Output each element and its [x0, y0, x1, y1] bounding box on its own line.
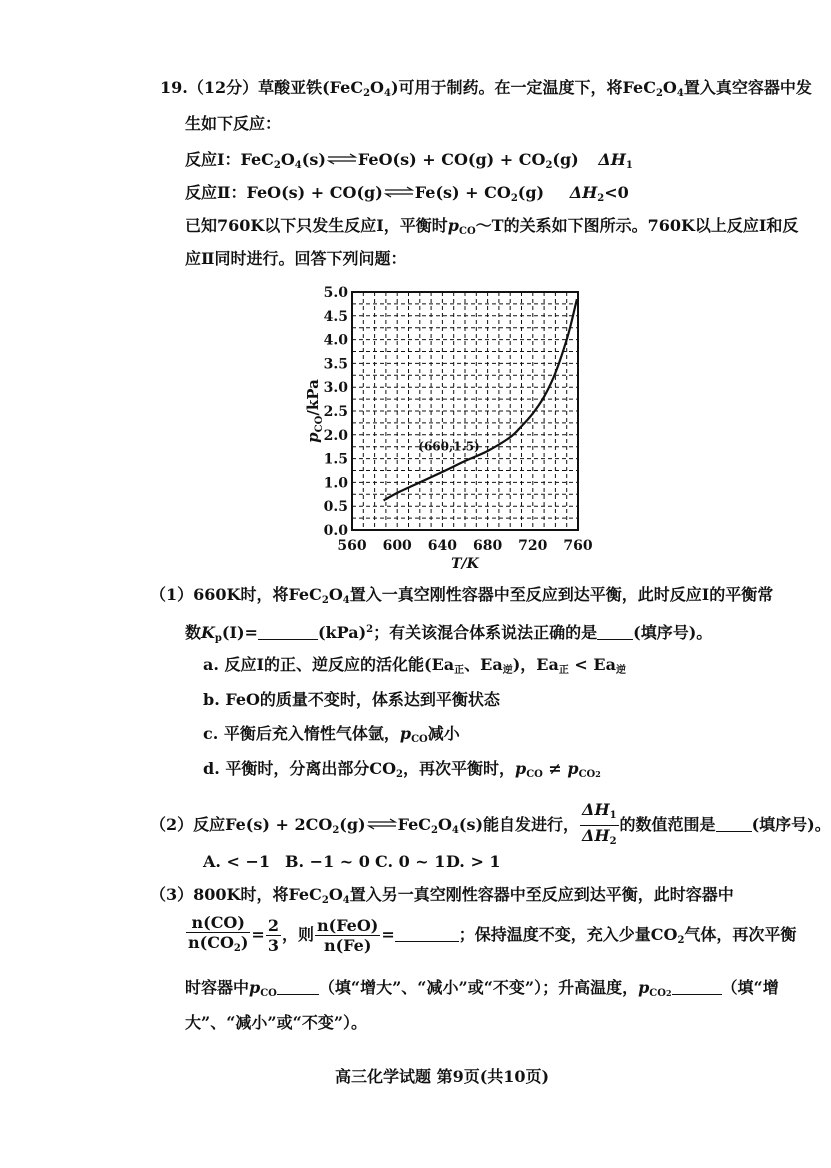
n-co-ratio-fraction: $\frac{n(CO)}{n(CO_2)}$	[188, 913, 249, 954]
dh-ratio-fraction: $\frac{\Delta H_1}{\Delta H_2}$	[582, 800, 617, 847]
part3-line-1: （3）800K时，将$FeC_2O_4$置入另一真空刚性容器中至反应到达平衡，此时容器中	[150, 885, 734, 906]
part1-option-c: c. 平衡后充入惰性气体氩，$p_{CO}$减小	[203, 724, 460, 745]
answer-blank-choice-1[interactable]	[597, 624, 633, 640]
part3-line-2: $\frac{n(CO)}{n(CO_2)}$ = $\frac{2}{3}$ ，则 $\frac{\text{n(FeO)}}{n(Fe)}$ = ；保持温度不变，充入少量$CO_2$气体，再次平衡	[185, 912, 796, 964]
page-footer: 高三化学试题 第9页(共10页)	[335, 1067, 550, 1086]
known-line-1: 已知760K以下只发生反应Ⅰ，平衡时$p_{CO}\sim T$的关系如下图所示。760K以上反应Ⅰ和反	[185, 216, 799, 237]
part2-option-d: D. > 1	[446, 852, 501, 871]
known-line-2: 应Ⅱ同时进行。回答下列问题：	[185, 249, 407, 268]
reaction-1: 反应Ⅰ：$FeC_2O_4(s) FeO(s) + CO(g) + CO_2(g)$ $\Delta H_1$	[185, 150, 633, 171]
question-stem-line-1: 19.（12分）草酸亚铁$(FeC_2O_4)$可用于制药。在一定温度下，将$FeC_2O_4$置入真空容器中发	[160, 78, 812, 99]
x-tick-label: 640	[427, 538, 458, 554]
y-tick-label: 2.0	[323, 427, 348, 444]
part1-option-b: b. FeO的质量不变时，体系达到平衡状态	[203, 690, 500, 709]
reaction-2: 反应Ⅱ：FeO(s) + CO(g) $Fe(s) + CO_2(g)$ $\Delta H_2<0$	[185, 183, 629, 204]
y-tick-label: 0.0	[323, 523, 348, 539]
y-tick-label: 2.5	[323, 404, 348, 420]
equilibrium-arrow-icon	[327, 154, 357, 164]
answer-blank-pco2[interactable]	[672, 979, 722, 995]
part1-option-a: a. 反应Ⅰ的正、逆反应的活化能($Ea_正$、$Ea_逆$)，$Ea_正 < Ea_逆$	[203, 655, 626, 676]
y-tick-label: 3.0	[323, 380, 348, 397]
x-tick-label: 720	[518, 538, 548, 554]
x-tick-label: 560	[337, 538, 367, 554]
y-tick-label: 3.5	[323, 356, 348, 373]
point-annotation: (660,1.5)	[418, 439, 480, 454]
two-thirds-fraction: $\frac{2}{3}$	[267, 916, 279, 955]
answer-blank-kp[interactable]	[258, 624, 318, 640]
equilibrium-arrow-icon	[384, 187, 414, 197]
part2-option-c: C. 0 ~ 1	[375, 852, 446, 871]
y-tick-label: 5.0	[323, 285, 348, 301]
part2-option-a: A. < −1	[203, 852, 271, 871]
part2-option-b: B. −1 ~ 0	[285, 852, 370, 871]
part1-line-2: 数$K_p(Ⅰ)= (kPa)^2$；有关该混合体系说法正确的是 (填序号)。	[185, 623, 713, 644]
question-stem-line-2: 生如下反应：	[185, 114, 282, 133]
part1-line-1: （1）660K时，将$FeC_2O_4$置入一真空刚性容器中至反应到达平衡，此时反应Ⅰ的平衡常	[150, 585, 774, 606]
x-tick-label: 760	[563, 538, 593, 554]
n-feo-ratio-fraction: $\frac{\text{n(FeO)}}{n(Fe)}$	[316, 916, 379, 955]
pco-temperature-chart	[300, 278, 620, 578]
answer-blank-ratio[interactable]	[395, 926, 459, 942]
y-tick-label: 4.5	[323, 308, 348, 325]
y-axis-label: $p_{CO}$/kPa	[304, 379, 325, 443]
x-axis-label: T/K	[451, 556, 479, 572]
part1-option-d: d. 平衡时，分离出部分$CO_2$，再次平衡时，$p_{CO} \ne p_{CO2}$	[203, 759, 601, 780]
y-tick-label: 1.0	[323, 475, 348, 492]
y-tick-label: 0.5	[323, 499, 348, 516]
answer-blank-pco[interactable]	[277, 979, 319, 995]
x-tick-label: 600	[382, 538, 412, 554]
x-tick-label: 680	[472, 538, 503, 554]
y-tick-label: 4.0	[323, 332, 348, 349]
answer-blank-choice-2[interactable]	[716, 816, 752, 832]
part3-line-4: 大”、“减小”或“不变”）。	[185, 1013, 368, 1032]
y-tick-label: 1.5	[323, 451, 348, 468]
equilibrium-arrow-icon	[367, 819, 397, 829]
part2-line-1: （2）反应$Fe(s) + 2CO_2(g)$ $FeC_2O_4(s)$能自发进行， $\frac{\Delta H_1}{\Delta H_2}$ 的数值范围是 (填序号)。	[150, 800, 831, 854]
part3-line-3: 时容器中$p_{CO}$ （填“增大”、“减小”或“不变”）；升高温度，$p_{CO2}$ （填“增	[185, 978, 779, 999]
